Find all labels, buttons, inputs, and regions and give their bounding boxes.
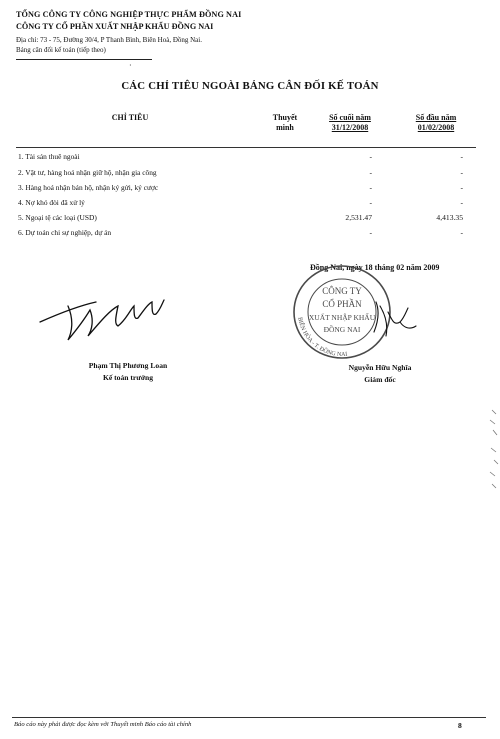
company-address: Địa chỉ: 73 - 75, Đường 30/4, P Thanh Bình, Biên Hoà, Đồng Nai. [16, 36, 202, 44]
stamp-line3: XUẤT NHẬP KHẨU [308, 313, 376, 322]
column-header-end [310, 113, 390, 133]
column-begin-line2: 01/02/2008 [417, 123, 455, 132]
table-row: 5. Ngoại tệ các loại (USD) [18, 213, 97, 222]
row-begin-value: - [460, 152, 463, 161]
table-row: 6. Dự toán chi sự nghiệp, dự án [18, 228, 112, 237]
company-name: CÔNG TY CỔ PHẦN XUẤT NHẬP KHẨU ĐỒNG NAI [16, 22, 214, 31]
table-row: 1. Tài sản thuê ngoài [18, 152, 80, 161]
page-title: CÁC CHỈ TIÊU NGOÀI BẢNG CÂN ĐỐI KẾ TOÁN [121, 80, 379, 92]
edge-scan-marks [486, 400, 500, 500]
row-begin-value: - [460, 228, 463, 237]
stamp-line4: ĐỒNG NAI [323, 325, 361, 334]
column-note-line1: Thuyết [272, 113, 298, 122]
table-header-divider [16, 147, 476, 148]
stray-mark: · [129, 61, 132, 70]
signature-left [38, 280, 168, 350]
table-row: 4. Nợ khó đòi đã xử lý [18, 198, 85, 207]
row-end-value: - [369, 183, 372, 192]
page-number: 8 [458, 721, 462, 730]
row-begin-value: - [460, 198, 463, 207]
row-end-value: - [369, 152, 372, 161]
column-header-begin [396, 113, 476, 133]
row-begin-value: - [460, 183, 463, 192]
stamp-ring-text: BIÊN HÒA - T. ĐỒNG NAI [296, 316, 348, 359]
left-signer-title: Kế toán trưởng [102, 373, 154, 382]
row-begin-value: 4,413.35 [436, 213, 463, 222]
footer-note: Báo cáo này phải được đọc kèm với Thuyết minh Báo cáo tài chính [14, 721, 192, 728]
stamp-line2: CỔ PHẦN [322, 299, 362, 309]
column-header-item [90, 113, 170, 123]
stamp-line1: CÔNG TY [322, 286, 362, 296]
column-end-line2: 31/12/2008 [331, 123, 369, 132]
column-header-note [262, 113, 308, 133]
column-end-line1: Số cuối năm [329, 113, 371, 122]
left-signer-name: Phạm Thị Phương Loan [88, 361, 168, 370]
row-end-value: - [369, 228, 372, 237]
row-end-value: - [369, 168, 372, 177]
right-signer-name: Nguyễn Hữu Nghĩa [348, 363, 412, 372]
header-divider [16, 59, 152, 60]
table-row: 3. Hàng hoá nhận bán hộ, nhận ký gửi, ký cược [18, 183, 159, 192]
column-item-label: CHỈ TIÊU [111, 113, 149, 122]
report-subtitle: Bảng cân đối kế toán (tiếp theo) [16, 46, 106, 54]
signature-right [370, 292, 420, 342]
date-line: Đồng Nai, ngày 18 tháng 02 năm 2009 [310, 263, 440, 272]
column-begin-line1: Số đầu năm [415, 113, 457, 122]
column-note-line2: minh [276, 123, 294, 132]
svg-text:BIÊN HÒA - T. ĐỒNG NAI [296, 317, 347, 358]
row-end-value: - [369, 198, 372, 207]
table-row: 2. Vật tư, hàng hoá nhận giữ hộ, nhận gia công [18, 168, 157, 177]
right-signer-title: Giám đốc [364, 375, 396, 384]
footer-divider [12, 717, 486, 718]
parent-company: TỔNG CÔNG TY CÔNG NGHIỆP THỰC PHẨM ĐỒNG NAI [16, 10, 242, 19]
row-end-value: 2,531.47 [345, 213, 372, 222]
row-begin-value: - [460, 168, 463, 177]
